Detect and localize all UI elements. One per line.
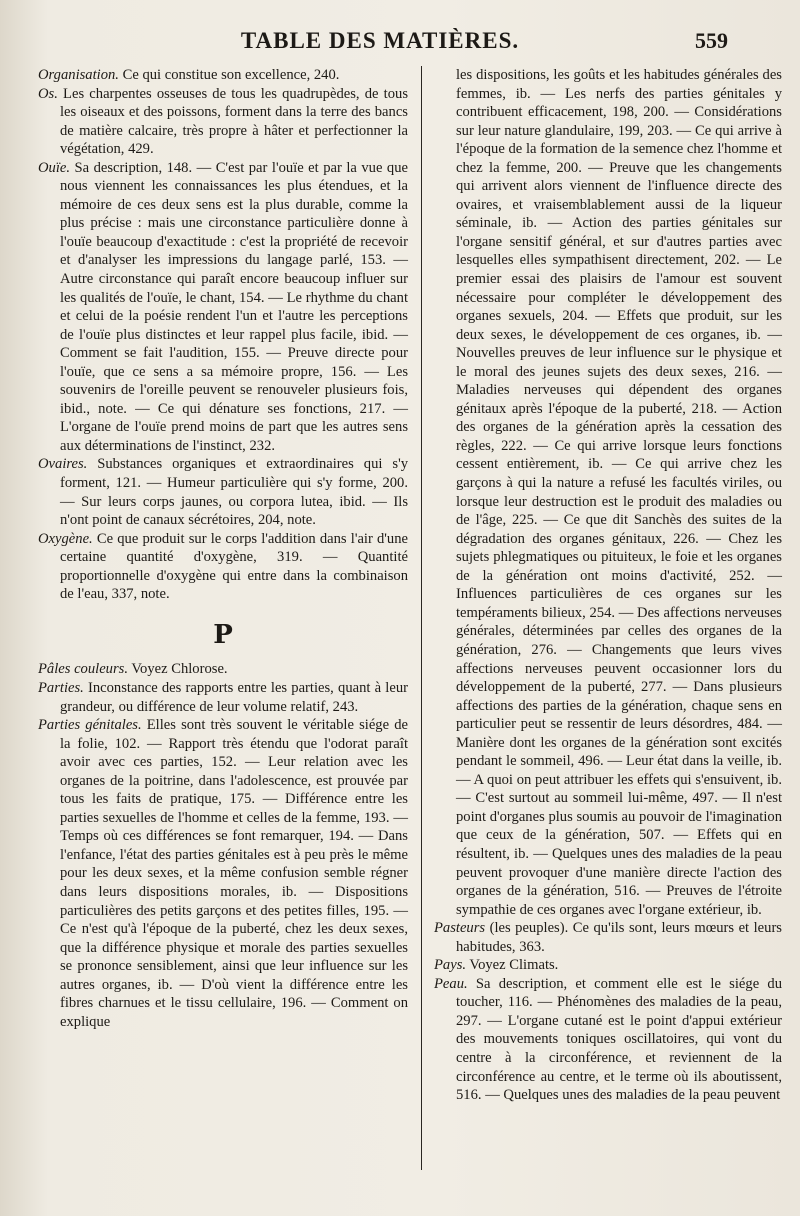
- entry-term: Parties génitales.: [38, 717, 142, 734]
- entries-p: [38, 660, 408, 1031]
- entry-term: Ouïe.: [38, 159, 71, 176]
- entry-continuation: les dispositions, les goûts et les habitudes générales des femmes, ib. — Les nerfs des parties génitales y contribuent efficacement, 198, 200. — Considérations sur leur nature glandulaire, 199, 203. — Ce qui arrive à l'époque de la formation de la semence chez l'homme et chez la femme, 200. — Preuve que les changements qui arrivent alors viennent de l'influence directe des ovaires, et vraisemblablement aussi de la liqueur séminale, ib. — Action des parties génitales sur l'organe sensitif général, et sur d'autres parties avec lesquelles elles sympathisent directement, 202. — Le premier essai des plaisirs de l'amour est souvent nécessaire pour compléter le développement des organes sexuels, 204. — Effets que produit, sur les deux sexes, le développement de ces organes, ib. — Nouvelles preuves de leur influence sur le physique et le moral des jeunes sujets des deux sexes, 216. — Maladies nerveuses qui dépendent des organes génitaux après l'époque de la puberté, 218. — Action des organes de la génération après la cessation des règles, 222. — Ce qui arrive lorsque leurs fonctions cessent entièrement, ib. — Ce qui arrive chez les garçons à qui la nature a refusé les facultés viriles, ou lorsque leur destruction est le produit des maladies ou de l'âge, 225. — Ce que dit Sanchès des suites de la dégradation des organes génitaux, 226. — Chez les sujets phlegmatiques ou pituiteux, le foie et les organes de la génération ont moins d'activité, 252. — Influences particulières de ces organes sur les tempéraments bilieux, 254. — Des affections nerveuses générales, déterminées par celles des organes de la génération, 276. — Changements que leurs vives affections nerveuses peuvent occasionner lors du développement de la puberté, 277. — Dans plusieurs affections des parties de la génération, chaque sens en particulier peut se ressentir de leurs désordres, 484. — Manière dont les organes de la génération sont excités pendant le sommeil, 496. — Leur état dans la veille, ib. — A quoi on peut attribuer les effets qui s'ensuivent, ib. — C'est surtout au sommeil lui-même, 497. — Il n'est point d'organes plus soumis au pouvoir de l'imagination que ceux de la génération, 507. — Effets qui en résultent, ib. — Quelques unes des maladies de la peau peuvent provoquer d'une manière directe l'action des organes de la génération, 516. — Preuves de l'étroite sympathie de ces organes avec l'organe extérieur, ib.: [456, 67, 782, 918]
- entry-text: Les charpentes osseuses de tous les quadrupèdes, de tous les oiseaux et des poissons, forment dans la terre des bancs de matière calcaire, très propre à hâter et perfectionner la végétation, 429.: [57, 85, 408, 158]
- index-entry: [38, 66, 408, 85]
- index-entry: [38, 679, 408, 716]
- entry-text: Voyez Climats.: [466, 957, 559, 974]
- index-entry: [38, 85, 408, 159]
- index-entry: [434, 956, 782, 975]
- entry-text: Elles sont très souvent le véritable siége de la folie, 102. — Rapport très étendu que l'odorat paraît avoir avec ces parties, 152. — Leur relation avec les organes de la poitrine, dans l'adolescence, est prouvée par tous les faits de pratique, 175. — Différence entre les parties sexuelles de l'homme et celles de la femme, 193. — Temps où ces différences se font remarquer, 194. — Dans l'enfance, l'état des parties génitales est à peu près le même pour les deux sexes, et la même confusion semble régner dans leurs dispositions morales, ib. — Dispositions particulières des petits garçons et des petites filles, 195. — Ce n'est qu'à l'époque de la puberté, chez les deux sexes, que la différence physique et morale des parties sexuelles se prononce sensiblement, ainsi que leur influence sur les autres organes, ib. — D'où vient la différence entre les fibres charnues et le tissu cellulaire, 196. — Comment on explique: [60, 717, 408, 1030]
- entry-term: Oxygène.: [38, 530, 93, 547]
- entry-term: Pays.: [434, 957, 467, 974]
- entry-text: Sa description, et comment elle est le siége du toucher, 116. — Phénomènes des maladies de la peau, 297. — L'organe cutané est le point d'appui extérieur des mouvements toniques oscillatoires, qui vont du centre à la circonférence, et reviennent de la circonférence au centre, et le terme où ils aboutissent, 516. — Quelques unes des maladies de la peau peuvent: [456, 975, 782, 1104]
- section-letter: P: [213, 619, 233, 650]
- right-column: [434, 66, 782, 1105]
- left-column: [38, 66, 408, 1031]
- page-number: 559: [695, 28, 728, 53]
- index-entry: [38, 530, 408, 604]
- entry-text: (les peuples). Ce qu'ils sont, leurs mœurs et leurs habitudes, 363.: [456, 920, 782, 955]
- page-header: [0, 26, 800, 62]
- running-title: TABLE DES MATIÈRES.: [240, 28, 520, 53]
- entry-term: Peau.: [434, 975, 468, 992]
- entry-term: Parties.: [38, 679, 84, 696]
- index-entry: [38, 159, 408, 456]
- index-entry: [434, 975, 782, 1105]
- entry-text: Ce que produit sur le corps l'addition dans l'air d'une certaine quantité d'oxygène, 319. — Quantité proportionnelle d'oxygène qui entre dans la combinaison de l'eau, 337, note.: [60, 530, 408, 603]
- entry-text: Sa description, 148. — C'est par l'ouïe et par la vue que nous viennent les connaissances les plus étendues, et la mémoire de ces deux sens est la plus durable, comme la plus précise : mais une circonstance particulière donne à l'ouïe beaucoup d'exactitude : c'est la propriété de recevoir et d'analyser les impressions du langage parlé, 153. — Autre circonstance qui paraît encore beaucoup influer sur les qualités de l'ouïe, le chant, 154. — Le rhythme du chant et celui de la poésie rendent l'un et l'autre les perceptions de l'ouïe plus distinctes et leur rappel plus facile, ibid. — Comment se fait l'audition, 155. — Preuve directe pour l'ouïe, que ce sens a sa mémoire propre, 156. — Les souvenirs de l'oreille peuvent se renouveler plusieurs fois, ibid., note. — Ce qui dénature ses fonctions, 217. — L'organe de l'ouïe prend moins de part que les autres sens aux déterminations de l'instinct, 232.: [60, 159, 408, 454]
- entry-text: Substances organiques et extraordinaires qui s'y forment, 121. — Humeur particulière qui s'y forme, 200. — Sur leurs corps jaunes, ou corpora lutea, ibid. — Ils n'ont point de canaux sécrétoires, 204, note.: [60, 456, 408, 529]
- column-divider: [421, 66, 422, 1170]
- index-entry: [38, 455, 408, 529]
- entries-o: [38, 66, 408, 604]
- entry-text: Ce qui constitue son excellence, 240.: [118, 67, 340, 83]
- entry-term: Os.: [38, 85, 58, 102]
- index-entry: [434, 919, 782, 956]
- entry-term: Ovaires.: [38, 456, 88, 473]
- index-entry: [38, 716, 408, 1031]
- entry-term: Pâles couleurs.: [38, 661, 128, 678]
- entry-text: Voyez Chlorose.: [127, 661, 228, 678]
- index-entry: [38, 660, 408, 679]
- entry-text: Inconstance des rapports entre les parties, quant à leur grandeur, ou différence de leur volume relatif, 243.: [60, 679, 408, 715]
- entry-term: Pasteurs: [434, 920, 486, 937]
- entry-term: Organisation.: [38, 67, 119, 83]
